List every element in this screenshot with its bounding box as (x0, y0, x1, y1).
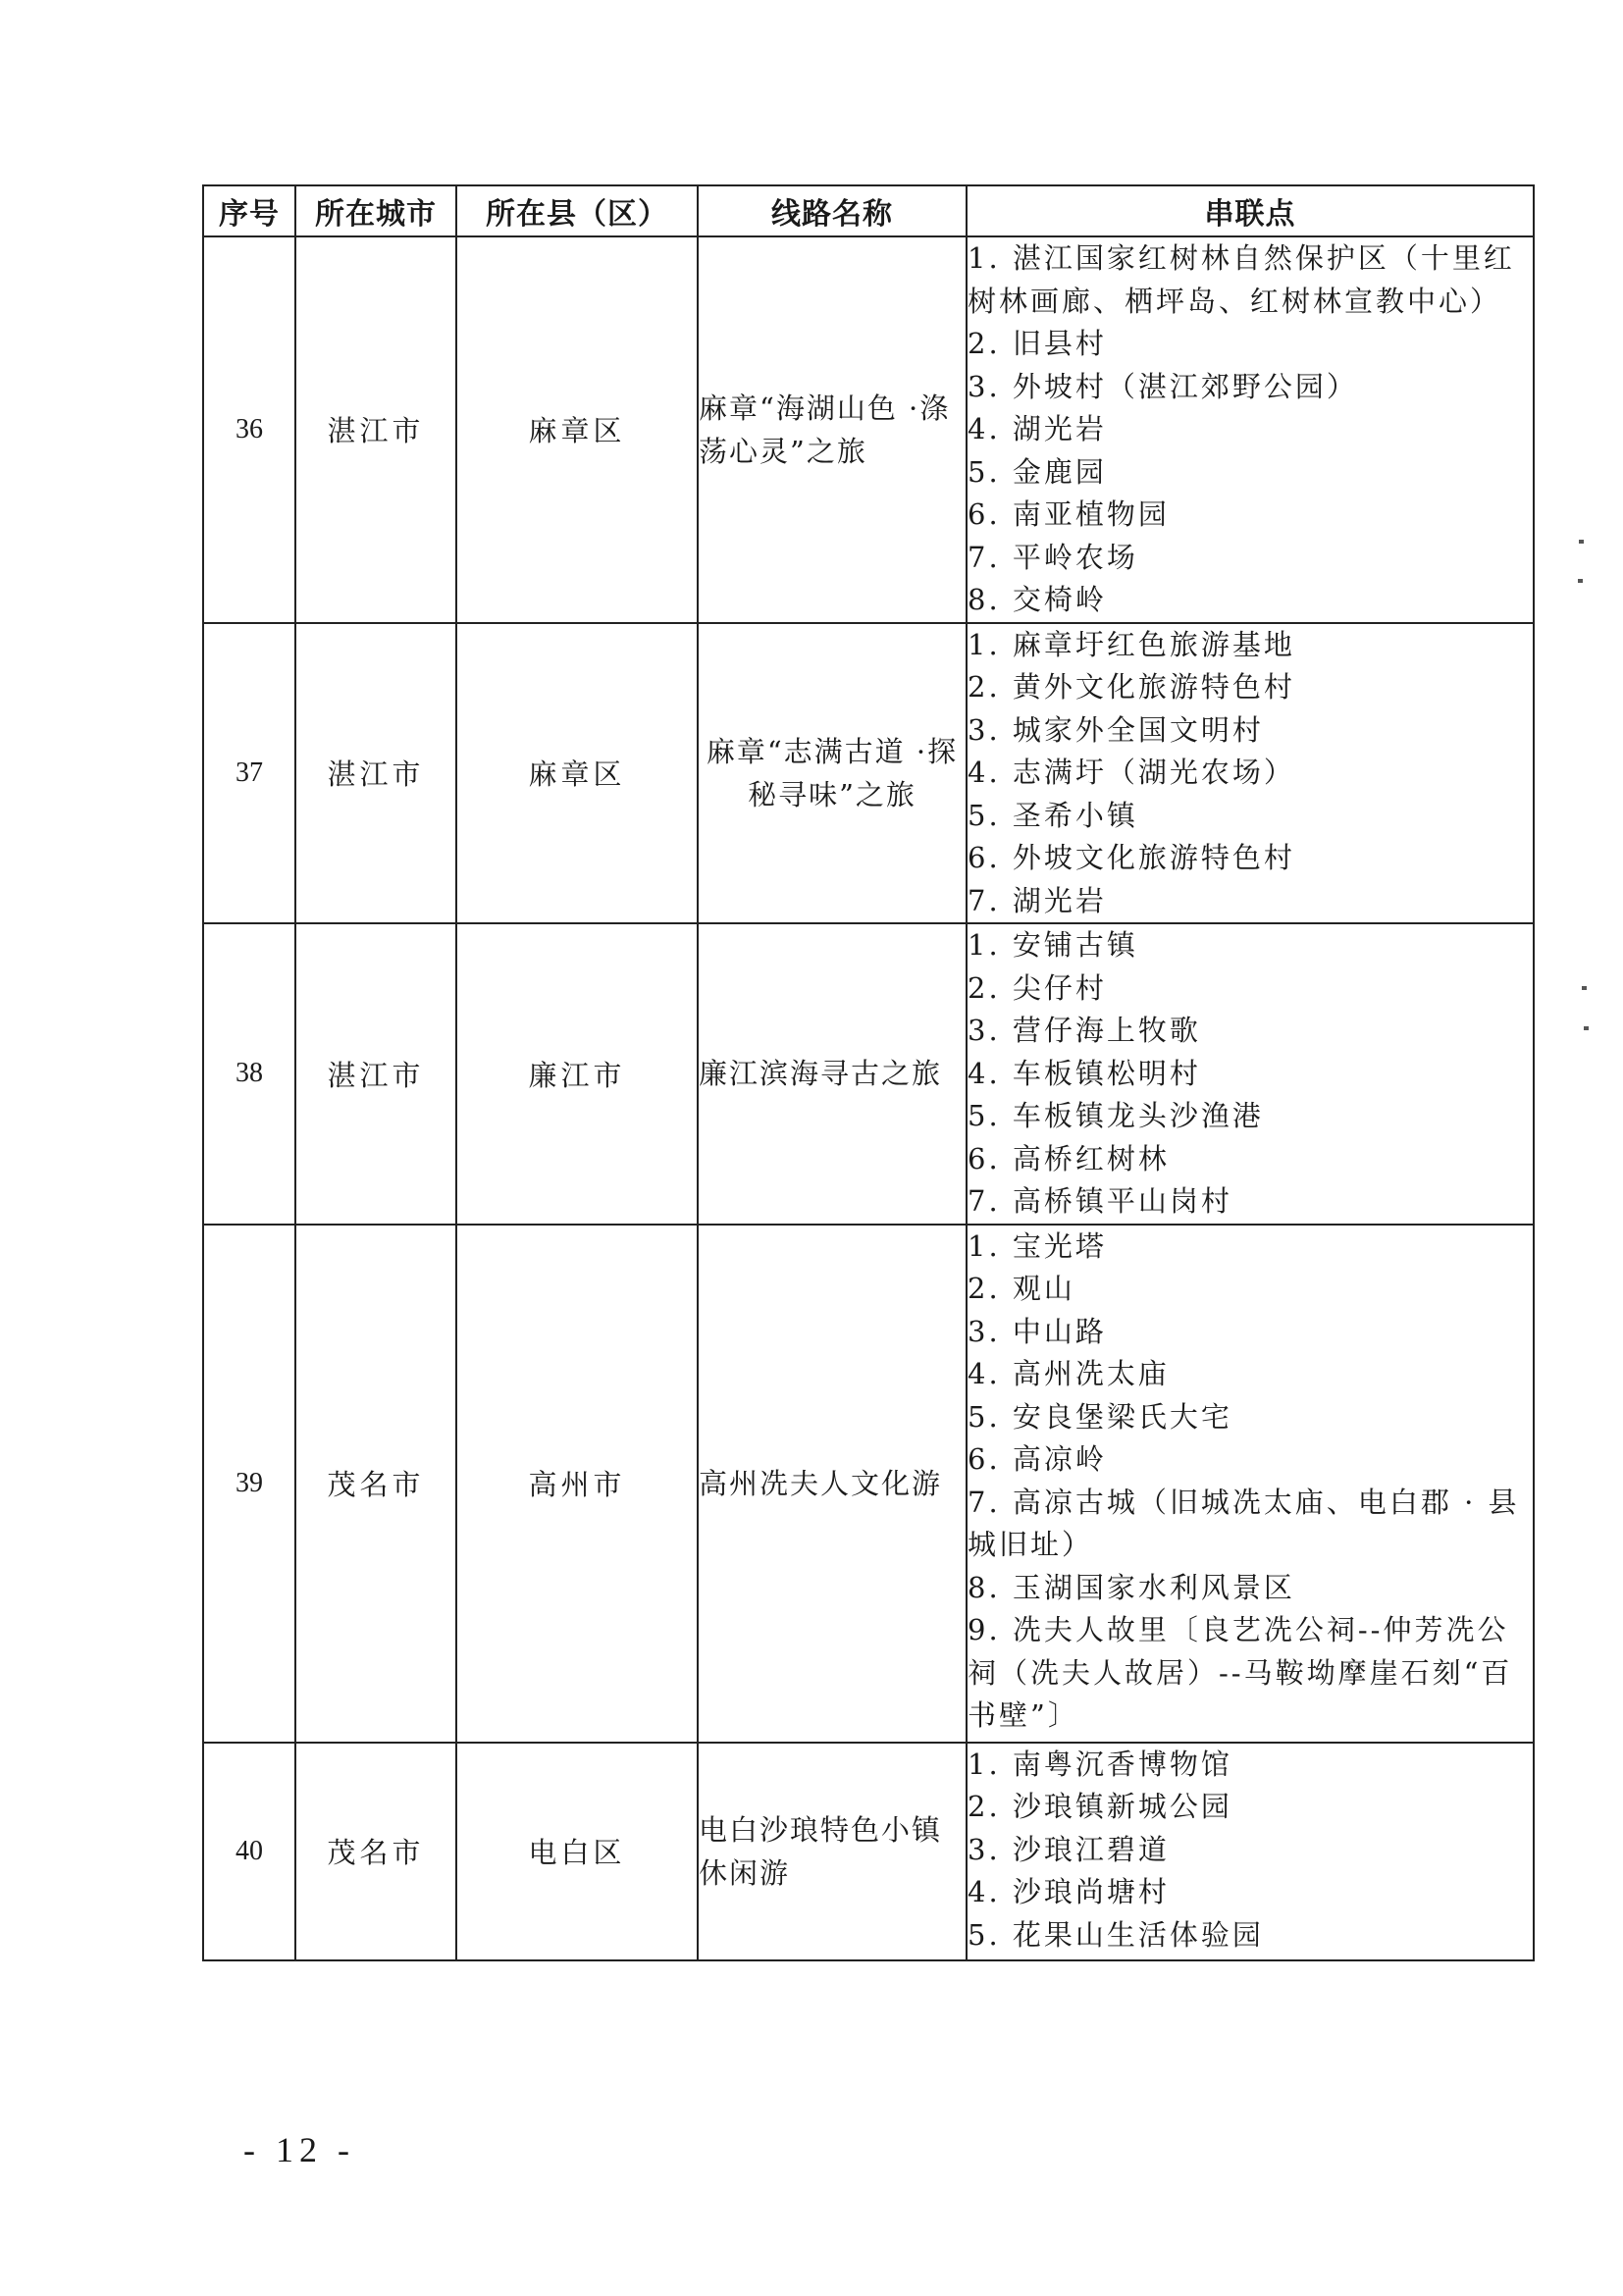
stop-item: 6. 外坡文化旅游特色村 (968, 841, 1295, 874)
stop-item: 9. 冼夫人故里〔良艺冼公祠--仲芳冼公祠（冼夫人故居）--马鞍坳摩崖石刻“百书壁”〕 (968, 1613, 1513, 1732)
stop-item: 5. 车板镇龙头沙渔港 (968, 1099, 1264, 1132)
stop-item: 2. 旧县村 (968, 327, 1107, 360)
stop-item: 7. 湖光岩 (968, 883, 1107, 917)
county-cell: 电白区 (456, 1743, 698, 1960)
stops-cell (967, 236, 1534, 623)
serial-number-cell: 38 (203, 923, 295, 1225)
table-row (203, 1743, 1534, 1960)
scan-speck (1584, 1026, 1589, 1030)
stop-item: 4. 高州冼太庙 (968, 1357, 1170, 1390)
route-name-cell: 廉江滨海寻古之旅 (698, 923, 967, 1225)
route-name-cell: 麻章“海湖山色 ·涤荡心灵”之旅 (698, 236, 967, 623)
stop-item: 3. 营仔海上牧歌 (968, 1014, 1201, 1047)
stop-item: 7. 高凉古城（旧城冼太庙、电白郡 · 县城旧址） (968, 1485, 1520, 1561)
table-row (203, 623, 1534, 924)
stops-cell (967, 1225, 1534, 1743)
stop-item: 2. 尖仔村 (968, 970, 1107, 1005)
serial-number-cell: 40 (203, 1743, 295, 1960)
stop-item: 8. 交椅岭 (968, 583, 1107, 616)
county-cell: 廉江市 (456, 923, 698, 1225)
stop-item: 1. 麻章圩红色旅游基地 (968, 627, 1295, 661)
page-number: - 12 - (243, 2130, 355, 2169)
serial-number-cell: 36 (203, 236, 295, 623)
stop-item: 7. 平岭农场 (968, 540, 1138, 574)
stop-item: 5. 圣希小镇 (968, 798, 1138, 832)
stop-item: 4. 志满圩（湖光农场） (968, 756, 1295, 789)
stop-item: 2. 黄外文化旅游特色村 (968, 670, 1295, 704)
stop-item: 7. 高桥镇平山岗村 (968, 1184, 1232, 1218)
header-stops: 串联点 (967, 185, 1534, 236)
stop-item: 5. 安良堡梁氏大宅 (968, 1399, 1232, 1434)
stop-item: 3. 城家外全国文明村 (968, 712, 1264, 747)
serial-number-cell: 39 (203, 1225, 295, 1743)
tourism-routes-table (202, 184, 1535, 1961)
stop-item: 6. 高凉岭 (968, 1442, 1107, 1476)
stop-item: 4. 湖光岩 (968, 412, 1107, 445)
stop-item: 3. 中山路 (968, 1314, 1107, 1348)
county-cell: 麻章区 (456, 236, 698, 623)
city-cell: 湛江市 (295, 623, 456, 924)
stop-item: 3. 外坡村（湛江郊野公园） (968, 369, 1358, 403)
header-route-name: 线路名称 (698, 185, 967, 236)
stop-item: 8. 玉湖国家水利风景区 (968, 1570, 1295, 1604)
stops-cell (967, 923, 1534, 1225)
scan-speck (1579, 540, 1584, 544)
header-county: 所在县（区） (456, 185, 698, 236)
stop-item: 2. 沙琅镇新城公园 (968, 1790, 1232, 1823)
stop-item: 1. 安铺古镇 (968, 928, 1138, 962)
stop-item: 4. 车板镇松明村 (968, 1056, 1201, 1090)
stop-item: 1. 湛江国家红树林自然保护区（十里红树林画廊、栖坪岛、红树林宣教中心） (968, 241, 1515, 318)
stop-item: 6. 南亚植物园 (968, 497, 1170, 531)
table-row (203, 1225, 1534, 1743)
route-name-cell: 麻章“志满古道 ·探秘寻味”之旅 (698, 623, 967, 924)
stop-item: 6. 高桥红树林 (968, 1141, 1170, 1175)
scan-speck (1578, 579, 1583, 583)
header-city: 所在城市 (295, 185, 456, 236)
stops-cell (967, 623, 1534, 924)
stop-item: 5. 金鹿园 (968, 454, 1107, 489)
city-cell: 湛江市 (295, 923, 456, 1225)
county-cell: 高州市 (456, 1225, 698, 1743)
stop-item: 1. 宝光塔 (968, 1228, 1107, 1263)
stop-item: 5. 花果山生活体验园 (968, 1917, 1264, 1952)
serial-number-cell: 37 (203, 623, 295, 924)
stop-item: 4. 沙琅尚塘村 (968, 1875, 1170, 1908)
table-header-row (203, 185, 1534, 236)
stops-cell (967, 1743, 1534, 1960)
scan-speck (1582, 986, 1587, 990)
city-cell: 茂名市 (295, 1743, 456, 1960)
stop-item: 2. 观山 (968, 1272, 1075, 1305)
city-cell: 茂名市 (295, 1225, 456, 1743)
route-name-cell: 高州冼夫人文化游 (698, 1225, 967, 1743)
stop-item: 3. 沙琅江碧道 (968, 1832, 1170, 1866)
county-cell: 麻章区 (456, 623, 698, 924)
header-serial-number: 序号 (203, 185, 295, 236)
route-name-cell: 电白沙琅特色小镇休闲游 (698, 1743, 967, 1960)
table-row (203, 236, 1534, 623)
city-cell: 湛江市 (295, 236, 456, 623)
stop-item: 1. 南粤沉香博物馆 (968, 1747, 1232, 1781)
table-row (203, 923, 1534, 1225)
